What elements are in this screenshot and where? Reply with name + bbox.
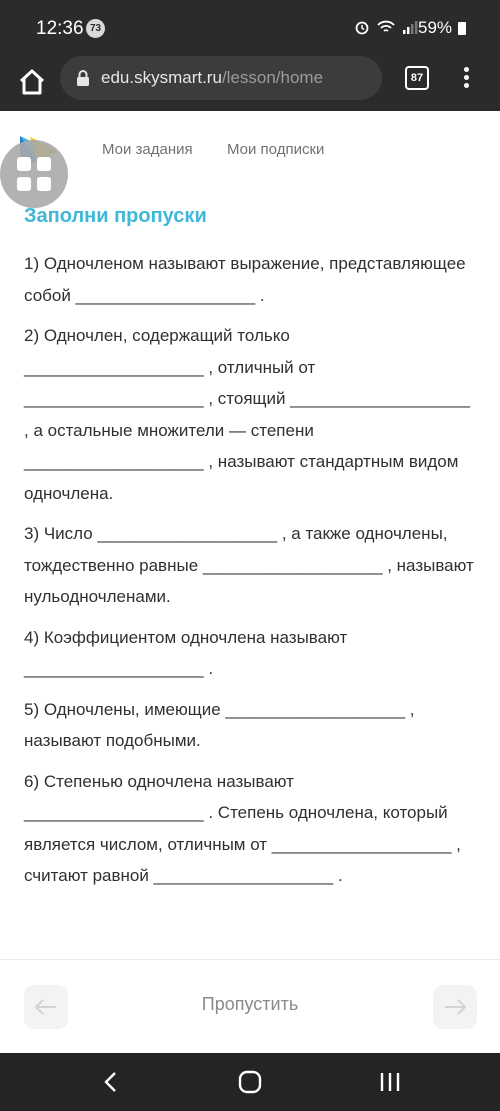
recents-icon[interactable] [378, 1070, 402, 1094]
home-icon[interactable] [14, 64, 50, 100]
tab-switcher-button[interactable]: 87 [405, 66, 429, 90]
status-bar [0, 0, 500, 56]
battery-level: 59% [418, 18, 453, 37]
task-5: 5) Одночлены, имеющие ___________________ , называют подобными. [24, 699, 415, 750]
next-button[interactable] [433, 985, 477, 1029]
grid-cell-icon [17, 177, 31, 191]
browser-toolbar [0, 56, 500, 111]
notification-badge: 73 [86, 19, 105, 38]
address-bar[interactable] [60, 56, 382, 100]
url-domain: edu.skysmart.ru [101, 68, 222, 87]
lock-icon [74, 69, 92, 87]
more-menu-icon[interactable] [458, 64, 474, 92]
task-1: 1) Одночленом называют выражение, представляющее собой ___________________ . [24, 254, 466, 305]
system-icons [354, 18, 418, 35]
grid-cell-icon [37, 157, 51, 171]
clock: 12:36 [36, 18, 84, 39]
alarm-icon [354, 19, 370, 35]
signal-icon [402, 19, 418, 35]
apps-grid-button[interactable] [0, 140, 68, 208]
lesson-content [24, 205, 474, 901]
previous-button[interactable] [24, 985, 68, 1029]
home-nav-icon[interactable] [238, 1070, 262, 1094]
arrow-right-icon [433, 985, 477, 1029]
url-text[interactable] [101, 68, 371, 88]
lesson-title: Заполни пропуски [24, 205, 207, 227]
skip-button[interactable]: Пропустить [150, 994, 350, 1015]
android-nav-bar [0, 1053, 500, 1111]
task-6: 6) Степенью одночлена называют ___________________ . Степень одночлена, который является числом, отличным от ___________________ , считают равной ___________________ . [24, 771, 461, 885]
task-4: 4) Коэффициентом одночлена называют ___________________ . [24, 627, 348, 678]
task-3: 3) Число ___________________ , а также одночлены, тождественно равные ___________________ , называют нульодночленами. [24, 524, 474, 606]
nav-my-tasks[interactable]: Мои задания [102, 141, 193, 158]
battery-icon [458, 22, 466, 35]
footer-divider [0, 959, 500, 960]
url-path: /lesson/home [221, 68, 324, 87]
task-2: 2) Одночлен, содержащий только ___________________ , отличный от ___________________ , стоящий ___________________ , а остальные множители — степени ___________________ , называют стандартным видом одночлена. [24, 326, 470, 503]
nav-my-subscriptions[interactable]: Мои подписки [227, 141, 325, 158]
arrow-left-icon [24, 985, 68, 1029]
grid-cell-icon [37, 177, 51, 191]
back-icon[interactable] [100, 1070, 122, 1094]
wifi-icon [377, 19, 395, 35]
grid-cell-icon [17, 157, 31, 171]
